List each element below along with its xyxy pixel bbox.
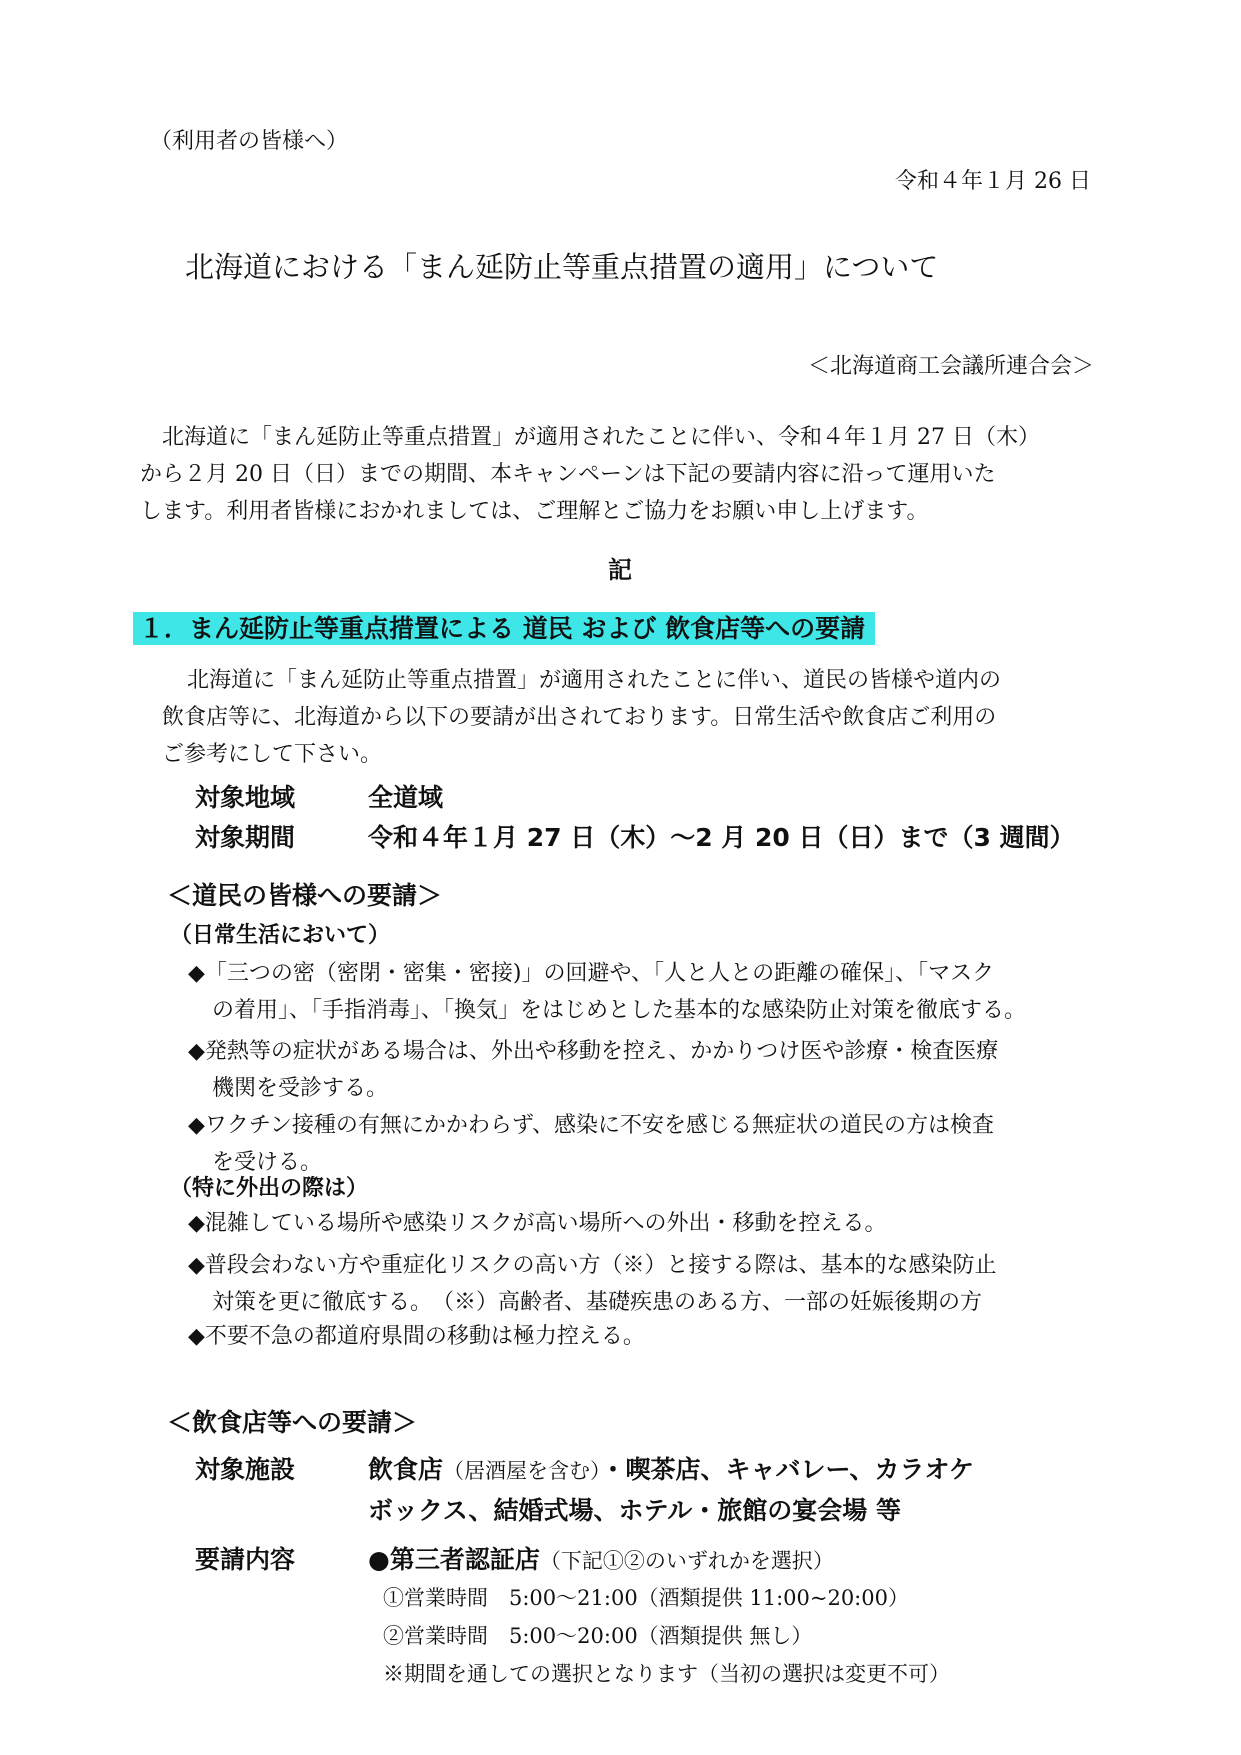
facility-restaurant: 飲食店 <box>368 1455 444 1484</box>
daily-item-3-line-1: ◆ワクチン接種の有無にかかわらず、感染に不安を感じる無症状の道民の方は検査 <box>188 1113 995 1138</box>
facility-note: （居酒屋を含む） <box>443 1459 601 1483</box>
daily-item-2-line-2: 機関を受診する。 <box>212 1076 389 1101</box>
outing-item-2-line-1: ◆普段会わない方や重症化リスクの高い方（※）と接する際は、基本的な感染防止 <box>188 1253 997 1278</box>
facility-line-2: ボックス、結婚式場、ホテル・旅館の宴会場 等 <box>368 1496 901 1525</box>
target-area-label: 対象地域 <box>195 783 296 812</box>
daily-item-2-line-1: ◆発熱等の症状がある場合は、外出や移動を控え、かかりつけ医や診療・検査医療 <box>188 1039 999 1064</box>
certified-store-label: ●第三者認証店 <box>368 1545 540 1574</box>
daily-item-2 <box>188 1033 998 1107</box>
option-2: ②営業時間 5:00～20:00（酒類提供 無し） <box>383 1624 813 1648</box>
intro-line-2: から２月 20 日（日）までの期間、本キャンペーンは下記の要請内容に沿って運用いた <box>140 462 996 487</box>
outing-item-1: ◆混雑している場所や感染リスクが高い場所への外出・移動を控える。 <box>188 1211 887 1236</box>
daily-item-3 <box>188 1107 994 1181</box>
outing-item-2-line-2: 対策を更に徹底する。 （※）高齢者、基礎疾患のある方、一部の妊娠後期の方 <box>212 1290 983 1315</box>
page-title: 北海道における「まん延防止等重点措置の適用」について <box>185 250 939 284</box>
facility-label: 対象施設 <box>195 1455 296 1484</box>
section-para-line-3: ご参考にして下さい。 <box>162 742 383 767</box>
document-date: 令和４年１月 26 日 <box>895 169 1091 194</box>
request-label: 要請内容 <box>195 1545 296 1574</box>
target-period-label: 対象期間 <box>195 823 296 852</box>
option-1: ①営業時間 5:00～21:00（酒類提供 11:00~20:00） <box>383 1586 909 1610</box>
section-heading <box>133 609 875 645</box>
intro-line-3: します。利用者皆様におかれましては、ご理解とご協力をお願い申し上げます。 <box>140 499 929 524</box>
request-heading <box>368 1540 834 1576</box>
selection-note: ※期間を通しての選択となります（当初の選択は変更不可） <box>383 1662 950 1686</box>
section-heading-text: １．まん延防止等重点措置による 道民 および 飲食店等への要請 <box>133 612 875 645</box>
outing-heading: （特に外出の際は） <box>170 1176 369 1201</box>
citizens-heading: ＜道民の皆様への要請＞ <box>167 881 443 910</box>
target-period-value: 令和４年１月 27 日（木）～2 月 20 日（日）まで（3 週間） <box>368 823 1075 852</box>
outing-item-3: ◆不要不急の都道府県間の移動は極力控える。 <box>188 1324 645 1349</box>
facility-line-1 <box>368 1450 974 1486</box>
daily-item-1-line-2: の着用」、「手指消毒」、「換気」をはじめとした基本的な感染防止対策を徹底する。 <box>212 998 1027 1023</box>
section-para-line-1: 北海道に「まん延防止等重点措置」が適用されたことに伴い、道民の皆様や道内の <box>187 668 1002 693</box>
restaurants-heading: ＜飲食店等への要請＞ <box>167 1408 418 1437</box>
outing-item-2 <box>188 1247 996 1321</box>
target-area-value: 全道域 <box>368 783 444 812</box>
daily-item-1-line-1: ◆「三つの密（密閉・密集・密接)」の回避や、「人と人との距離の確保」、「マスク <box>188 961 995 986</box>
section-para-line-2: 飲食店等に、北海道から以下の要請が出されております。日常生活や飲食店ご利用の <box>162 705 997 730</box>
daily-life-heading: （日常生活において） <box>170 923 391 948</box>
daily-item-1 <box>188 955 1026 1029</box>
addressee: （利用者の皆様へ） <box>150 129 349 154</box>
intro-line-1: 北海道に「まん延防止等重点措置」が適用されたことに伴い、令和４年１月 27 日（木） <box>162 425 1040 450</box>
facility-others: ・喫茶店、キャバレー、カラオケ <box>600 1455 975 1484</box>
ki-marker: 記 <box>608 556 632 584</box>
organization-name: ＜北海道商工会議所連合会＞ <box>807 354 1094 379</box>
certified-store-note: （下記①②のいずれかを選択） <box>539 1549 834 1573</box>
daily-item-3-line-2: を受ける。 <box>212 1150 323 1175</box>
